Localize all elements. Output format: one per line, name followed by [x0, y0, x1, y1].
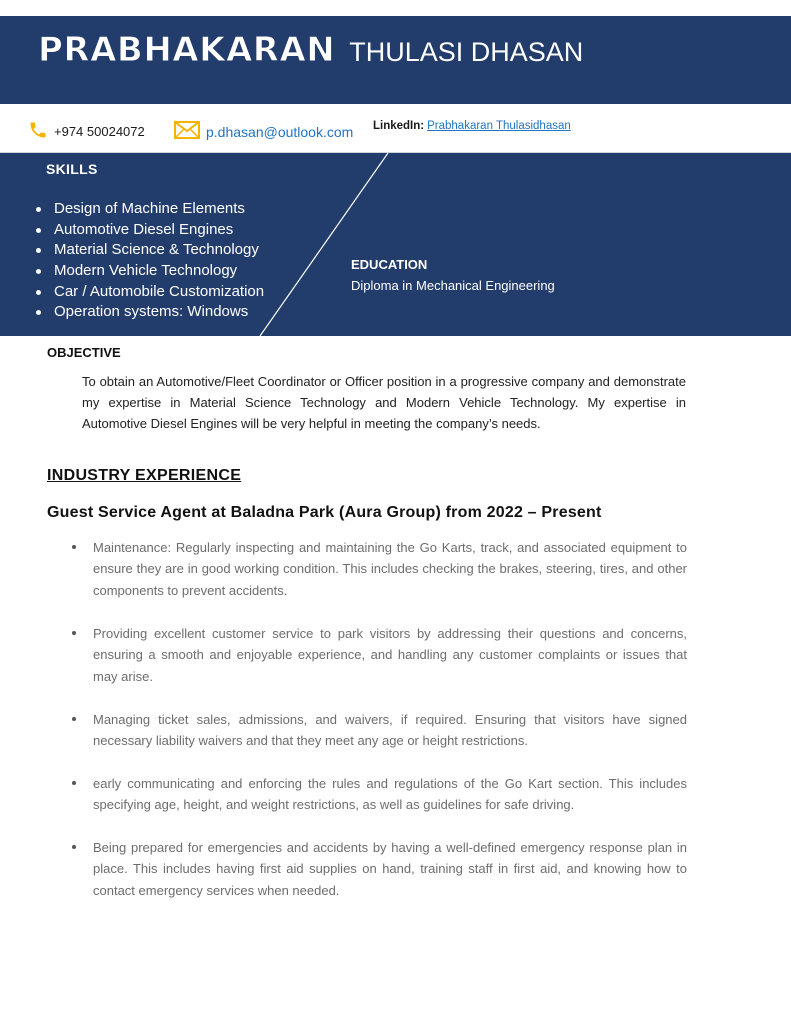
experience-title: INDUSTRY EXPERIENCE [47, 467, 242, 484]
objective-text: To obtain an Automotive/Fleet Coordinator or Officer position in a progressive company and demonstrate my expertise in Material Science Technology and Modern Vehicle Technology. My expertise in Automotive Diesel Engines will be very helpful in meeting the company’s needs. [82, 374, 686, 431]
last-name: THULASI DHASAN [349, 37, 584, 67]
job-title: Guest Service Agent at Baladna Park (Aura Group) from 2022 – Present [47, 504, 602, 521]
linkedin-label: LinkedIn: [373, 120, 425, 132]
email-contact[interactable] [174, 120, 353, 143]
phone-icon [28, 120, 48, 143]
experience-bullet: Maintenance: Regularly inspecting and maintaining the Go Karts, track, and associated equipment to ensure they are in good working condition. This includes checking the brakes, steering, tires, and other components to prevent accidents. [70, 537, 687, 623]
objective-title: OBJECTIVE [47, 345, 121, 360]
skills-title: SKILLS [46, 161, 98, 177]
skill-item: Car / Automobile Customization [34, 282, 264, 303]
email-address[interactable]: p.dhasan@outlook.com [206, 123, 354, 140]
experience-bullet: Providing excellent customer service to park visitors by addressing their questions and concerns, ensuring a smooth and enjoyable experience, and handling any customer complaints or issues that may arise. [70, 623, 687, 709]
phone-number: +974 50024072 [54, 124, 145, 139]
phone-contact [28, 120, 145, 143]
linkedin-contact [373, 120, 571, 132]
experience-bullet: Managing ticket sales, admissions, and waivers, if required. Ensuring that visitors have signed necessary liability waivers and that they meet any age or height restrictions. [70, 709, 687, 773]
skill-item: Operation systems: Windows [34, 302, 264, 323]
skill-item: Material Science & Technology [34, 240, 264, 261]
education-title: EDUCATION [351, 257, 428, 272]
first-name: PRABHAKARAN [38, 30, 336, 70]
contact-row [0, 104, 791, 153]
skills-list [34, 199, 264, 323]
skill-item: Modern Vehicle Technology [34, 261, 264, 282]
envelope-icon [174, 120, 200, 143]
education-text: Diploma in Mechanical Engineering [351, 278, 555, 293]
experience-bullet: Being prepared for emergencies and accidents by having a well-defined emergency response plan in place. This includes having first aid supplies on hand, training staff in first aid, and knowing how to contact emergency services when needed. [70, 837, 687, 901]
skill-item: Automotive Diesel Engines [34, 220, 264, 241]
experience-list [70, 537, 687, 901]
name-heading [38, 30, 583, 86]
experience-bullet: early communicating and enforcing the rules and regulations of the Go Kart section. This includes specifying age, height, and weight restrictions, as well as guidelines for safe driving. [70, 773, 687, 837]
skill-item: Design of Machine Elements [34, 199, 264, 220]
skills-education-band [0, 153, 791, 336]
linkedin-link[interactable]: Prabhakaran Thulasidhasan [427, 120, 571, 132]
